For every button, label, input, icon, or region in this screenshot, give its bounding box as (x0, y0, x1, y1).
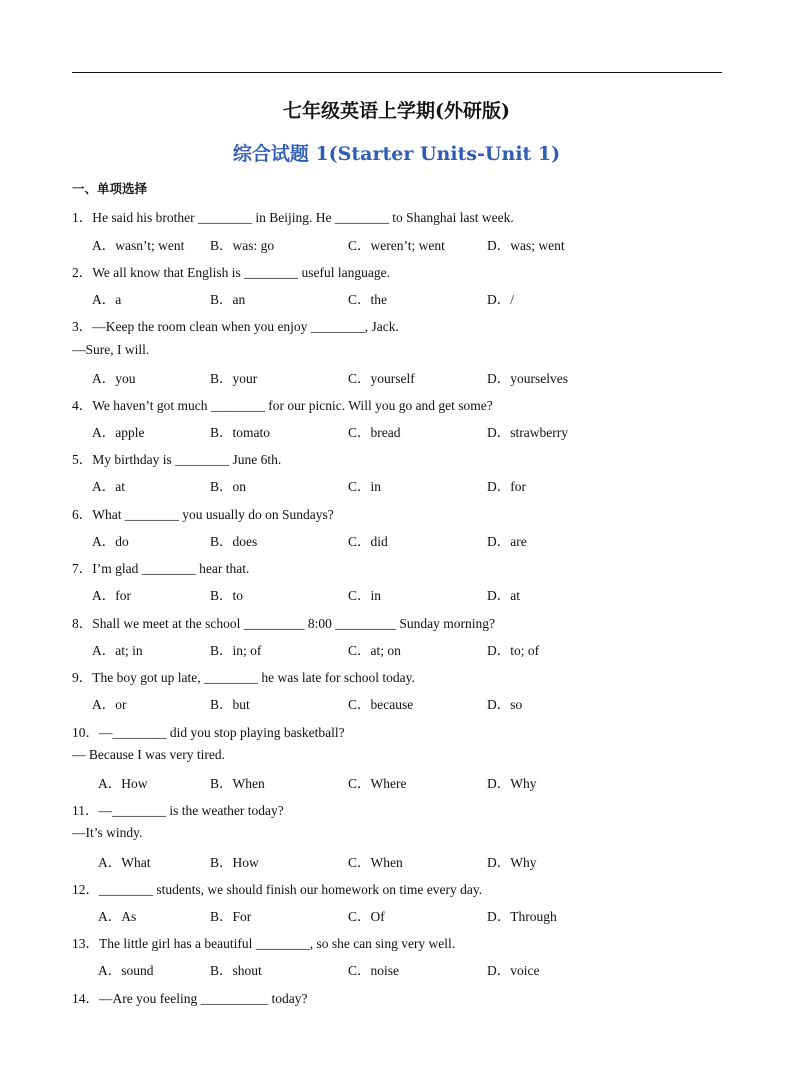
option-b: B．on (210, 479, 247, 494)
question-options (0, 693, 793, 711)
question-options (0, 905, 793, 923)
option-b: B．was: go (210, 238, 275, 253)
section-heading: 一、单项选择 (72, 181, 148, 196)
question-stem: 13．The little girl has a beautiful ________, so she can sing very well. (72, 936, 456, 951)
option-d: D．strawberry (487, 425, 568, 440)
option-d: D．to; of (487, 643, 540, 658)
option-b: B．an (210, 292, 246, 307)
option-d: D．Through (487, 909, 557, 924)
question-stem: 12．________ students, we should finish our homework on time every day. (72, 882, 483, 897)
question-reply: —It’s windy. (72, 825, 143, 840)
option-a: A．As (98, 909, 137, 924)
question-stem: 9．The boy got up late, ________ he was late for school today. (72, 670, 415, 685)
option-d: D．yourselves (487, 371, 568, 386)
option-a: A．or (92, 697, 127, 712)
option-d: D．so (487, 697, 523, 712)
option-d: D．/ (487, 292, 514, 307)
option-c: C．in (348, 588, 382, 603)
option-b: B．When (210, 776, 265, 791)
question-options (0, 234, 793, 252)
question-stem: 3．—Keep the room clean when you enjoy ________, Jack. (72, 319, 399, 334)
option-c: C．Of (348, 909, 385, 924)
option-c: C．in (348, 479, 382, 494)
question-options (0, 639, 793, 657)
option-c: C．at; on (348, 643, 401, 658)
option-b: B．tomato (210, 425, 270, 440)
document-subtitle: 综合试题 1(Starter Units-Unit 1) (232, 143, 561, 165)
option-b: B．For (210, 909, 252, 924)
question-stem: 14．—Are you feeling __________ today? (72, 991, 308, 1006)
question-stem: 2．We all know that English is ________ useful language. (72, 265, 390, 280)
question-options (0, 584, 793, 602)
option-d: D．for (487, 479, 526, 494)
option-c: C．did (348, 534, 388, 549)
question-options (0, 367, 793, 385)
option-a: A．sound (98, 963, 154, 978)
option-a: A．What (98, 855, 151, 870)
option-a: A．apple (92, 425, 145, 440)
option-c: C．When (348, 855, 403, 870)
option-b: B．shout (210, 963, 262, 978)
question-options (0, 288, 793, 306)
header-rule (72, 72, 722, 73)
question-stem: 7．I’m glad ________ hear that. (72, 561, 250, 576)
option-d: D．at (487, 588, 520, 603)
option-a: A．you (92, 371, 136, 386)
option-d: D．Why (487, 855, 537, 870)
question-options (0, 475, 793, 493)
option-a: A．at; in (92, 643, 143, 658)
option-a: A．at (92, 479, 125, 494)
question-stem: 10．—________ did you stop playing basketball? (72, 725, 345, 740)
question-options (0, 851, 793, 869)
question-stem: 8．Shall we meet at the school _________ 8:00 _________ Sunday morning? (72, 616, 495, 631)
question-reply: — Because I was very tired. (72, 747, 225, 762)
option-c: C．noise (348, 963, 400, 978)
option-b: B．in; of (210, 643, 262, 658)
question-stem: 5．My birthday is ________ June 6th. (72, 452, 282, 467)
option-b: B．to (210, 588, 244, 603)
option-b: B．but (210, 697, 250, 712)
option-c: C．Where (348, 776, 407, 791)
option-b: B．does (210, 534, 258, 549)
question-options (0, 530, 793, 548)
question-options (0, 772, 793, 790)
option-c: C．weren’t; went (348, 238, 445, 253)
option-b: B．How (210, 855, 259, 870)
option-a: A．do (92, 534, 129, 549)
question-stem: 4．We haven’t got much ________ for our picnic. Will you go and get some? (72, 398, 493, 413)
question-options (0, 421, 793, 439)
option-c: C．bread (348, 425, 401, 440)
option-a: A．for (92, 588, 131, 603)
question-stem: 6．What ________ you usually do on Sundays? (72, 507, 334, 522)
option-c: C．the (348, 292, 387, 307)
option-d: D．are (487, 534, 527, 549)
option-c: C．yourself (348, 371, 415, 386)
question-options (0, 959, 793, 977)
question-stem: 11．—________ is the weather today? (72, 803, 284, 818)
option-c: C．because (348, 697, 414, 712)
question-reply: —Sure, I will. (72, 342, 150, 357)
option-a: A．How (98, 776, 148, 791)
option-d: D．was; went (487, 238, 565, 253)
option-a: A．a (92, 292, 122, 307)
option-b: B．your (210, 371, 258, 386)
document-title: 七年级英语上学期(外研版) (283, 100, 510, 122)
option-d: D．voice (487, 963, 540, 978)
option-a: A．wasn’t; went (92, 238, 185, 253)
option-d: D．Why (487, 776, 537, 791)
question-stem: 1．He said his brother ________ in Beijing. He ________ to Shanghai last week. (72, 210, 514, 225)
